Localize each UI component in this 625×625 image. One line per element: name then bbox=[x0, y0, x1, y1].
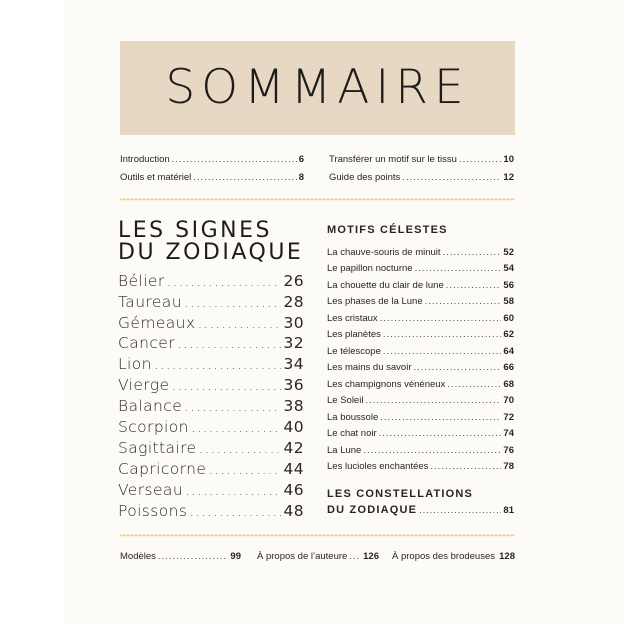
toc-entry-label: Le papillon nocturne bbox=[327, 263, 413, 274]
toc-entry-motif[interactable] bbox=[327, 295, 514, 308]
leader-dots bbox=[191, 417, 282, 438]
toc-entry-label: À propos de l’auteure bbox=[257, 551, 348, 562]
toc-entry-page: 12 bbox=[503, 172, 514, 183]
toc-entry-page: 38 bbox=[283, 397, 304, 415]
leader-dots bbox=[379, 427, 502, 440]
leader-dots bbox=[459, 153, 501, 166]
leader-dots bbox=[208, 459, 281, 480]
toc-entry-motif[interactable] bbox=[327, 246, 514, 259]
toc-entry-page: 78 bbox=[503, 461, 514, 472]
leader-dots bbox=[158, 550, 229, 563]
zodiac-title-line1: LES SIGNES bbox=[118, 218, 272, 243]
toc-entry-page: 6 bbox=[298, 154, 304, 165]
toc-entry-label: Les cristaux bbox=[327, 313, 378, 324]
toc-entry-page: 32 bbox=[283, 334, 304, 352]
toc-entry-label: Le télescope bbox=[327, 346, 381, 357]
toc-entry-sign[interactable] bbox=[118, 292, 304, 313]
toc-entry-label: Le chat noir bbox=[327, 428, 377, 439]
toc-entry-motif[interactable] bbox=[327, 394, 514, 407]
toc-entry-sign[interactable] bbox=[118, 313, 304, 334]
toc-entry-stitch-guide[interactable] bbox=[329, 171, 514, 184]
toc-entry-page: 10 bbox=[503, 154, 514, 165]
leader-dots bbox=[383, 345, 502, 358]
toc-entry-label: La Lune bbox=[327, 445, 362, 456]
toc-entry-label: Vierge bbox=[118, 376, 170, 394]
toc-entry-motif[interactable] bbox=[327, 378, 514, 391]
toc-entry-page: 72 bbox=[503, 412, 514, 423]
toc-entry-label: Introduction bbox=[120, 154, 170, 165]
toc-entry-page: 48 bbox=[283, 502, 304, 520]
toc-entry-label: Gémeaux bbox=[118, 314, 196, 332]
toc-entry-label: La chauve-souris de minuit bbox=[327, 247, 441, 258]
toc-entry-page: 42 bbox=[283, 439, 304, 457]
toc-entry-page: 36 bbox=[283, 376, 304, 394]
toc-entry-motif[interactable] bbox=[327, 312, 514, 325]
toc-entry-page: 99 bbox=[230, 551, 241, 562]
leader-dots bbox=[430, 460, 501, 473]
leader-dots bbox=[172, 153, 297, 166]
toc-entry-page: 66 bbox=[503, 362, 514, 373]
toc-entry-label: Les phases de la Lune bbox=[327, 296, 423, 307]
toc-entry-page: 126 bbox=[363, 551, 379, 562]
toc-entry-sign[interactable] bbox=[118, 375, 304, 396]
leader-dots bbox=[415, 262, 502, 275]
toc-entry-label: Verseau bbox=[118, 481, 184, 499]
toc-entry-label: Guide des points bbox=[329, 172, 401, 183]
toc-entry-label: Les lucioles enchantées bbox=[327, 461, 429, 472]
leader-dots bbox=[383, 328, 502, 341]
toc-entry-page: 62 bbox=[503, 329, 514, 340]
toc-entry-page: 58 bbox=[503, 296, 514, 307]
toc-entry-label: Les planètes bbox=[327, 329, 381, 340]
zodiac-title-line2: DU ZODIAQUE bbox=[118, 240, 304, 265]
toc-entry-page: 70 bbox=[503, 395, 514, 406]
toc-entry-label: Taureau bbox=[118, 293, 182, 311]
toc-entry-page: 54 bbox=[503, 263, 514, 274]
leader-dots bbox=[365, 394, 501, 407]
toc-entry-about-author[interactable] bbox=[257, 550, 379, 563]
toc-entry-sign[interactable] bbox=[118, 459, 304, 480]
leader-dots bbox=[177, 333, 281, 354]
leader-dots bbox=[380, 312, 502, 325]
toc-entry-label: Les mains du savoir bbox=[327, 362, 412, 373]
toc-entry-label: Balance bbox=[118, 397, 183, 415]
toc-entry-page: 76 bbox=[503, 445, 514, 456]
toc-entry-page: 64 bbox=[503, 346, 514, 357]
toc-entry-label: La boussole bbox=[327, 412, 379, 423]
title-banner bbox=[120, 41, 515, 135]
toc-entry-about-embroiderers[interactable] bbox=[392, 550, 515, 563]
toc-entry-sign[interactable] bbox=[118, 417, 304, 438]
toc-entry-page: 40 bbox=[283, 418, 304, 436]
leader-dots bbox=[154, 354, 282, 375]
leader-dots bbox=[167, 271, 282, 292]
leader-dots bbox=[185, 480, 281, 501]
zodiac-section-title bbox=[118, 220, 303, 264]
toc-entry-page: 34 bbox=[283, 355, 304, 373]
toc-entry-label: Outils et matériel bbox=[120, 172, 192, 183]
page-title: SOMMAIRE bbox=[165, 60, 470, 115]
toc-entry-sign[interactable] bbox=[118, 271, 304, 292]
toc-entry-page: 56 bbox=[503, 280, 514, 291]
toc-entry-label: Transférer un motif sur le tissu bbox=[329, 154, 457, 165]
leader-dots bbox=[443, 246, 502, 259]
leader-dots bbox=[184, 292, 282, 313]
constellations-section-title-line2: DU ZODIAQUE bbox=[327, 504, 418, 516]
leader-dots bbox=[413, 361, 501, 374]
toc-entry-label: Lion bbox=[118, 355, 152, 373]
toc-entry-constellations[interactable] bbox=[327, 503, 514, 518]
toc-entry-page: 28 bbox=[283, 293, 304, 311]
toc-entry-transfer[interactable] bbox=[329, 153, 514, 166]
toc-entry-sign[interactable] bbox=[118, 354, 304, 375]
toc-entry-label: Poissons bbox=[118, 502, 188, 520]
toc-entry-page: 81 bbox=[503, 505, 514, 516]
toc-entry-models[interactable] bbox=[120, 550, 241, 563]
toc-entry-page: 68 bbox=[503, 379, 514, 390]
toc-entry-page: 30 bbox=[283, 314, 304, 332]
toc-entry-page: 44 bbox=[283, 460, 304, 478]
toc-entry-page: 74 bbox=[503, 428, 514, 439]
toc-entry-label: Scorpion bbox=[118, 418, 189, 436]
toc-entry-motif[interactable] bbox=[327, 460, 514, 473]
toc-entry-label: Bélier bbox=[118, 272, 165, 290]
leader-dots bbox=[184, 396, 281, 417]
toc-entry-label: Le Soleil bbox=[327, 395, 364, 406]
toc-entry-introduction[interactable] bbox=[120, 153, 304, 166]
leader-dots bbox=[425, 295, 502, 308]
toc-entry-sign[interactable] bbox=[118, 396, 304, 417]
leader-dots bbox=[419, 503, 501, 518]
toc-entry-page: 128 bbox=[499, 551, 515, 562]
leader-dots bbox=[363, 444, 501, 457]
toc-entry-tools[interactable] bbox=[120, 171, 304, 184]
toc-entry-motif[interactable] bbox=[327, 262, 514, 275]
celestial-section-title: MOTIFS CÉLESTES bbox=[327, 224, 448, 236]
leader-dots bbox=[446, 279, 502, 292]
leader-dots bbox=[197, 313, 281, 334]
leader-dots bbox=[447, 378, 501, 391]
toc-entry-motif[interactable] bbox=[327, 444, 514, 457]
toc-entry-page: 60 bbox=[503, 313, 514, 324]
toc-entry-motif[interactable] bbox=[327, 328, 514, 341]
leader-dots bbox=[171, 375, 281, 396]
toc-entry-label: Modèles bbox=[120, 551, 156, 562]
toc-entry-page: 8 bbox=[298, 172, 304, 183]
toc-entry-label: Cancer bbox=[118, 334, 175, 352]
leader-dots bbox=[380, 411, 501, 424]
toc-entry-label: À propos des brodeuses bbox=[392, 551, 495, 562]
leader-dots bbox=[349, 550, 361, 563]
wavy-divider bbox=[120, 534, 515, 538]
wavy-divider bbox=[120, 198, 515, 202]
leader-dots bbox=[193, 171, 296, 184]
leader-dots bbox=[189, 501, 281, 522]
toc-entry-motif[interactable] bbox=[327, 427, 514, 440]
toc-entry-sign[interactable] bbox=[118, 438, 304, 459]
toc-entry-label: Sagittaire bbox=[118, 439, 197, 457]
toc-entry-page: 26 bbox=[283, 272, 304, 290]
leader-dots bbox=[198, 438, 281, 459]
toc-entry-motif[interactable] bbox=[327, 411, 514, 424]
toc-entry-label: Les champignons vénéneux bbox=[327, 379, 446, 390]
toc-entry-page: 46 bbox=[283, 481, 304, 499]
toc-entry-motif[interactable] bbox=[327, 279, 514, 292]
toc-entry-page: 52 bbox=[503, 247, 514, 258]
leader-dots bbox=[402, 171, 501, 184]
toc-entry-motif[interactable] bbox=[327, 345, 514, 358]
toc-entry-sign[interactable] bbox=[118, 480, 304, 501]
toc-entry-label: Capricorne bbox=[118, 460, 207, 478]
constellations-section-title-line1: LES CONSTELLATIONS bbox=[327, 488, 474, 500]
toc-entry-sign[interactable] bbox=[118, 333, 304, 354]
toc-entry-label: La chouette du clair de lune bbox=[327, 280, 444, 291]
toc-entry-motif[interactable] bbox=[327, 361, 514, 374]
toc-entry-sign[interactable] bbox=[118, 501, 304, 522]
